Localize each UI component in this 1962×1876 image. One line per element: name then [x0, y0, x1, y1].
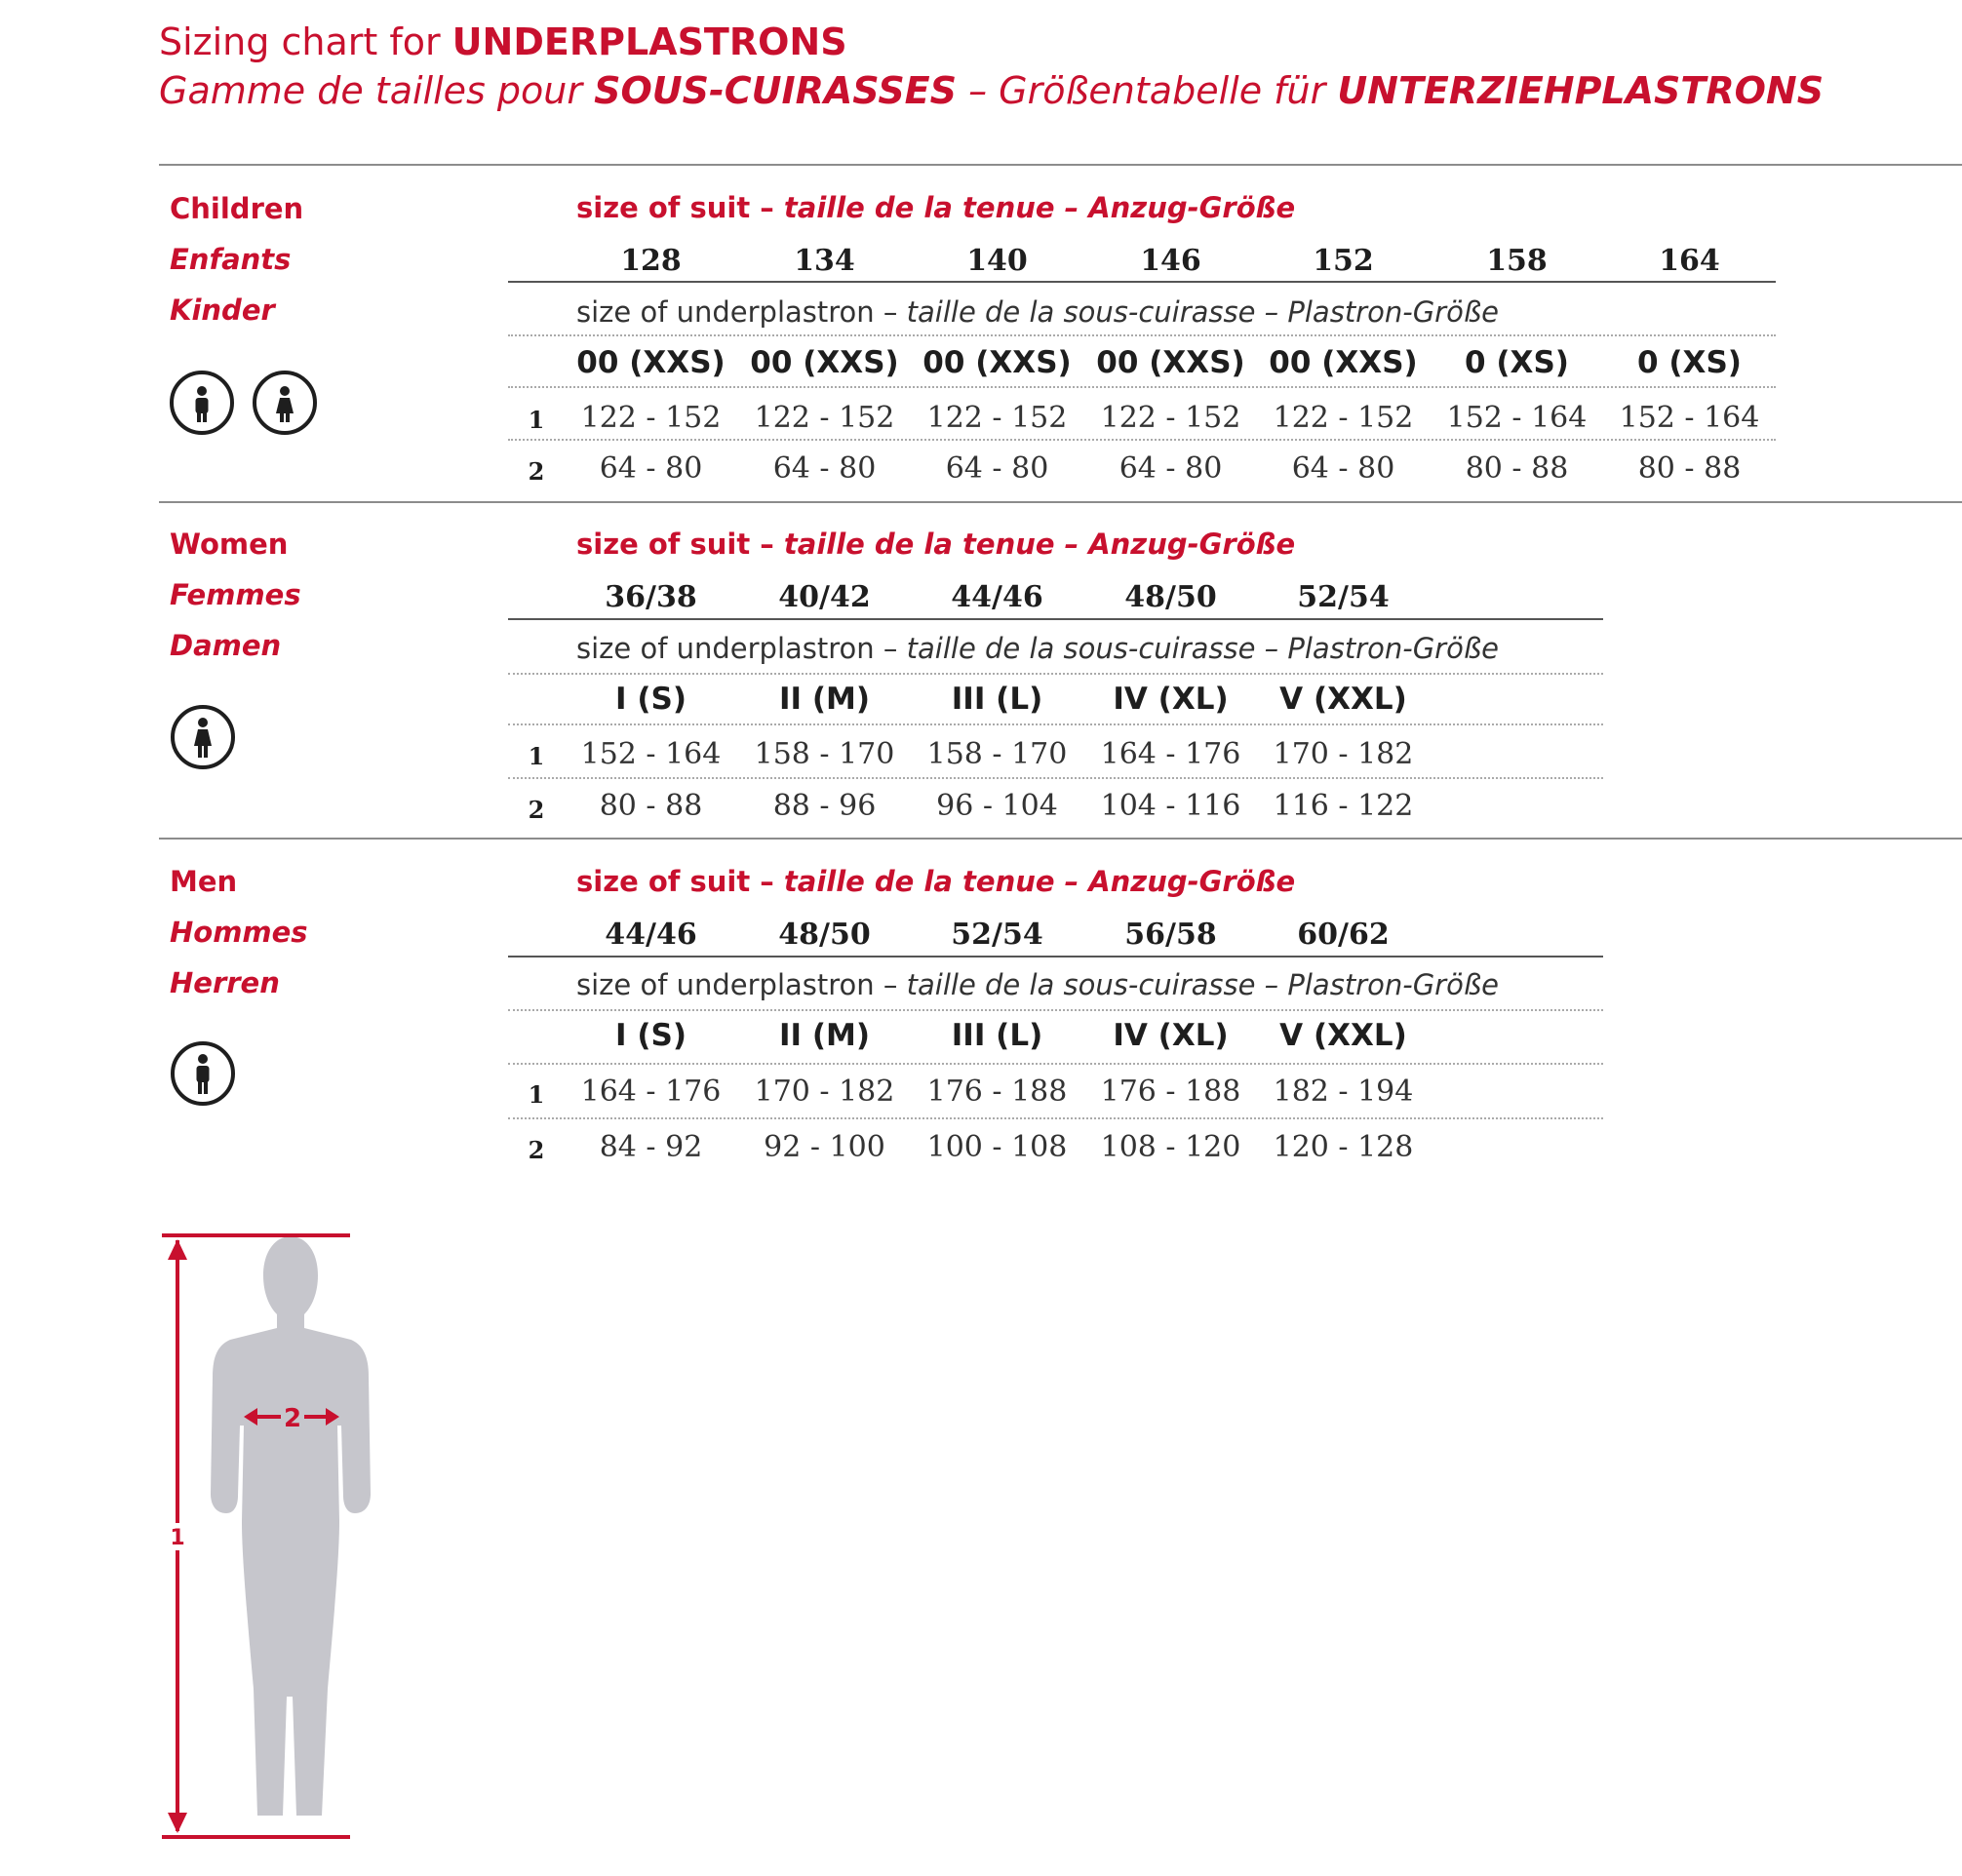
table-divider: [508, 386, 1776, 388]
height-range-cell: 164 - 176: [1100, 737, 1241, 771]
table-divider: [508, 281, 1776, 283]
height-label: 1: [170, 1526, 185, 1550]
height-range-cell: 152 - 164: [1446, 401, 1588, 435]
underplastron-size-cell: II (M): [778, 1018, 871, 1053]
suit-size-cell: 164: [1659, 244, 1720, 278]
underplastron-size-label: size of underplastron – taille de la sous-cuirasse – Plastron-Größe: [576, 632, 1499, 665]
suit-size-cell: 52/54: [1297, 580, 1390, 614]
height-range-cell: 158 - 170: [926, 737, 1068, 771]
table-divider: [508, 1009, 1603, 1011]
row-label-height: 1: [528, 406, 545, 434]
underplastron-size-cell: IV (XL): [1113, 1018, 1229, 1053]
chest-range-cell: 64 - 80: [1118, 451, 1223, 486]
chest-range-cell: 92 - 100: [764, 1130, 885, 1164]
underplastron-size-cell: 0 (XS): [1465, 345, 1569, 380]
suit-size-cell: 134: [794, 244, 855, 278]
height-range-cell: 122 - 152: [754, 401, 895, 435]
suit-size-cell: 36/38: [605, 580, 697, 614]
height-range-cell: 122 - 152: [580, 401, 722, 435]
suit-size-cell: 40/42: [778, 580, 871, 614]
chest-label: 2: [283, 1404, 302, 1433]
suit-size-cell: 44/46: [951, 580, 1043, 614]
height-arrow-down-head: [168, 1813, 187, 1833]
suit-size-cell: 44/46: [605, 918, 697, 952]
underplastron-size-label: size of underplastron – taille de la sous-cuirasse – Plastron-Größe: [576, 968, 1499, 1001]
table-divider: [508, 1063, 1603, 1065]
chest-range-cell: 64 - 80: [599, 451, 703, 486]
category-name-en: Women: [170, 528, 289, 561]
woman-icon: [171, 705, 235, 769]
table-divider: [508, 439, 1776, 441]
chest-range-cell: 64 - 80: [772, 451, 877, 486]
height-range-cell: 170 - 182: [1273, 737, 1414, 771]
suit-size-cell: 140: [966, 244, 1028, 278]
chest-range-cell: 64 - 80: [1291, 451, 1395, 486]
chest-range-cell: 80 - 88: [1637, 451, 1742, 486]
row-label-height: 1: [528, 1080, 545, 1109]
underplastron-size-cell: 00 (XXS): [922, 345, 1072, 380]
suit-size-cell: 52/54: [951, 918, 1043, 952]
chest-range-cell: 120 - 128: [1273, 1130, 1414, 1164]
category-name-fr: Femmes: [170, 578, 301, 611]
row-label-chest: 2: [528, 796, 545, 824]
header-divider: [159, 164, 1962, 166]
underplastron-size-cell: 00 (XXS): [750, 345, 899, 380]
suit-size-cell: 56/58: [1124, 918, 1217, 952]
underplastron-size-cell: II (M): [778, 682, 871, 717]
table-divider: [508, 777, 1603, 779]
suit-size-cell: 60/62: [1297, 918, 1390, 952]
measurement-figure: [156, 1231, 429, 1843]
suit-size-label: size of suit – taille de la tenue – Anzug-Größe: [576, 865, 1296, 898]
girl-icon: [253, 371, 317, 435]
underplastron-size-cell: V (XXL): [1279, 682, 1407, 717]
category-name-en: Children: [170, 192, 304, 225]
category-name-fr: Hommes: [170, 916, 308, 949]
category-label-men: [170, 856, 308, 1008]
height-range-cell: 158 - 170: [754, 737, 895, 771]
underplastron-size-cell: 00 (XXS): [576, 345, 726, 380]
suit-size-cell: 128: [620, 244, 682, 278]
chest-range-cell: 64 - 80: [945, 451, 1049, 486]
row-label-chest: 2: [528, 1136, 545, 1164]
row-label-chest: 2: [528, 457, 545, 486]
category-label-children: [170, 183, 303, 335]
row-label-height: 1: [528, 742, 545, 770]
chest-range-cell: 80 - 88: [599, 789, 703, 823]
height-range-cell: 182 - 194: [1273, 1075, 1414, 1109]
category-name-de: Herren: [170, 966, 280, 999]
chest-range-cell: 88 - 96: [772, 789, 877, 823]
underplastron-size-cell: 00 (XXS): [1096, 345, 1245, 380]
category-label-women: [170, 519, 301, 671]
height-arrow-up-head: [168, 1239, 187, 1260]
chest-range-cell: 96 - 104: [936, 789, 1058, 823]
height-range-cell: 152 - 164: [1619, 401, 1760, 435]
suit-size-cell: 152: [1313, 244, 1374, 278]
category-name-fr: Enfants: [170, 243, 292, 276]
suit-size-label: size of suit – taille de la tenue – Anzug-Größe: [576, 191, 1296, 224]
title-english: Sizing chart for UNDERPLASTRONS: [159, 20, 847, 63]
category-name-de: Damen: [170, 629, 282, 662]
table-divider: [508, 1117, 1603, 1119]
suit-size-label: size of suit – taille de la tenue – Anzug-Größe: [576, 528, 1296, 561]
underplastron-size-cell: III (L): [951, 1018, 1043, 1053]
table-divider: [508, 334, 1776, 336]
suit-size-cell: 48/50: [1124, 580, 1217, 614]
table-divider: [508, 956, 1603, 958]
body-silhouette: [211, 1236, 371, 1816]
section-divider: [159, 501, 1962, 503]
man-icon: [171, 1041, 235, 1106]
suit-size-cell: 146: [1140, 244, 1201, 278]
height-range-cell: 176 - 188: [926, 1075, 1068, 1109]
category-name-en: Men: [170, 865, 238, 898]
height-range-cell: 164 - 176: [580, 1075, 722, 1109]
height-range-cell: 170 - 182: [754, 1075, 895, 1109]
table-divider: [508, 673, 1603, 675]
page-title: [159, 18, 1824, 115]
underplastron-size-cell: I (S): [615, 682, 687, 717]
height-range-cell: 122 - 152: [926, 401, 1068, 435]
chest-range-cell: 84 - 92: [599, 1130, 703, 1164]
height-range-cell: 152 - 164: [580, 737, 722, 771]
suit-size-cell: 48/50: [778, 918, 871, 952]
table-divider: [508, 723, 1603, 725]
chest-range-cell: 100 - 108: [926, 1130, 1068, 1164]
underplastron-size-cell: V (XXL): [1279, 1018, 1407, 1053]
chest-range-cell: 108 - 120: [1100, 1130, 1241, 1164]
title-french-german: Gamme de tailles pour SOUS-CUIRASSES – Größentabelle für UNTERZIEHPLASTRONS: [159, 69, 1825, 112]
section-divider: [159, 838, 1962, 840]
boy-icon: [170, 371, 234, 435]
category-name-de: Kinder: [170, 293, 275, 327]
height-range-cell: 176 - 188: [1100, 1075, 1241, 1109]
underplastron-size-cell: IV (XL): [1113, 682, 1229, 717]
chest-range-cell: 80 - 88: [1465, 451, 1569, 486]
height-range-cell: 122 - 152: [1100, 401, 1241, 435]
underplastron-size-label: size of underplastron – taille de la sous-cuirasse – Plastron-Größe: [576, 295, 1499, 329]
table-divider: [508, 618, 1603, 620]
underplastron-size-cell: III (L): [951, 682, 1043, 717]
chest-range-cell: 116 - 122: [1273, 789, 1414, 823]
underplastron-size-cell: 00 (XXS): [1269, 345, 1418, 380]
suit-size-cell: 158: [1486, 244, 1548, 278]
underplastron-size-cell: I (S): [615, 1018, 687, 1053]
height-range-cell: 122 - 152: [1273, 401, 1414, 435]
chest-range-cell: 104 - 116: [1100, 789, 1241, 823]
underplastron-size-cell: 0 (XS): [1637, 345, 1742, 380]
